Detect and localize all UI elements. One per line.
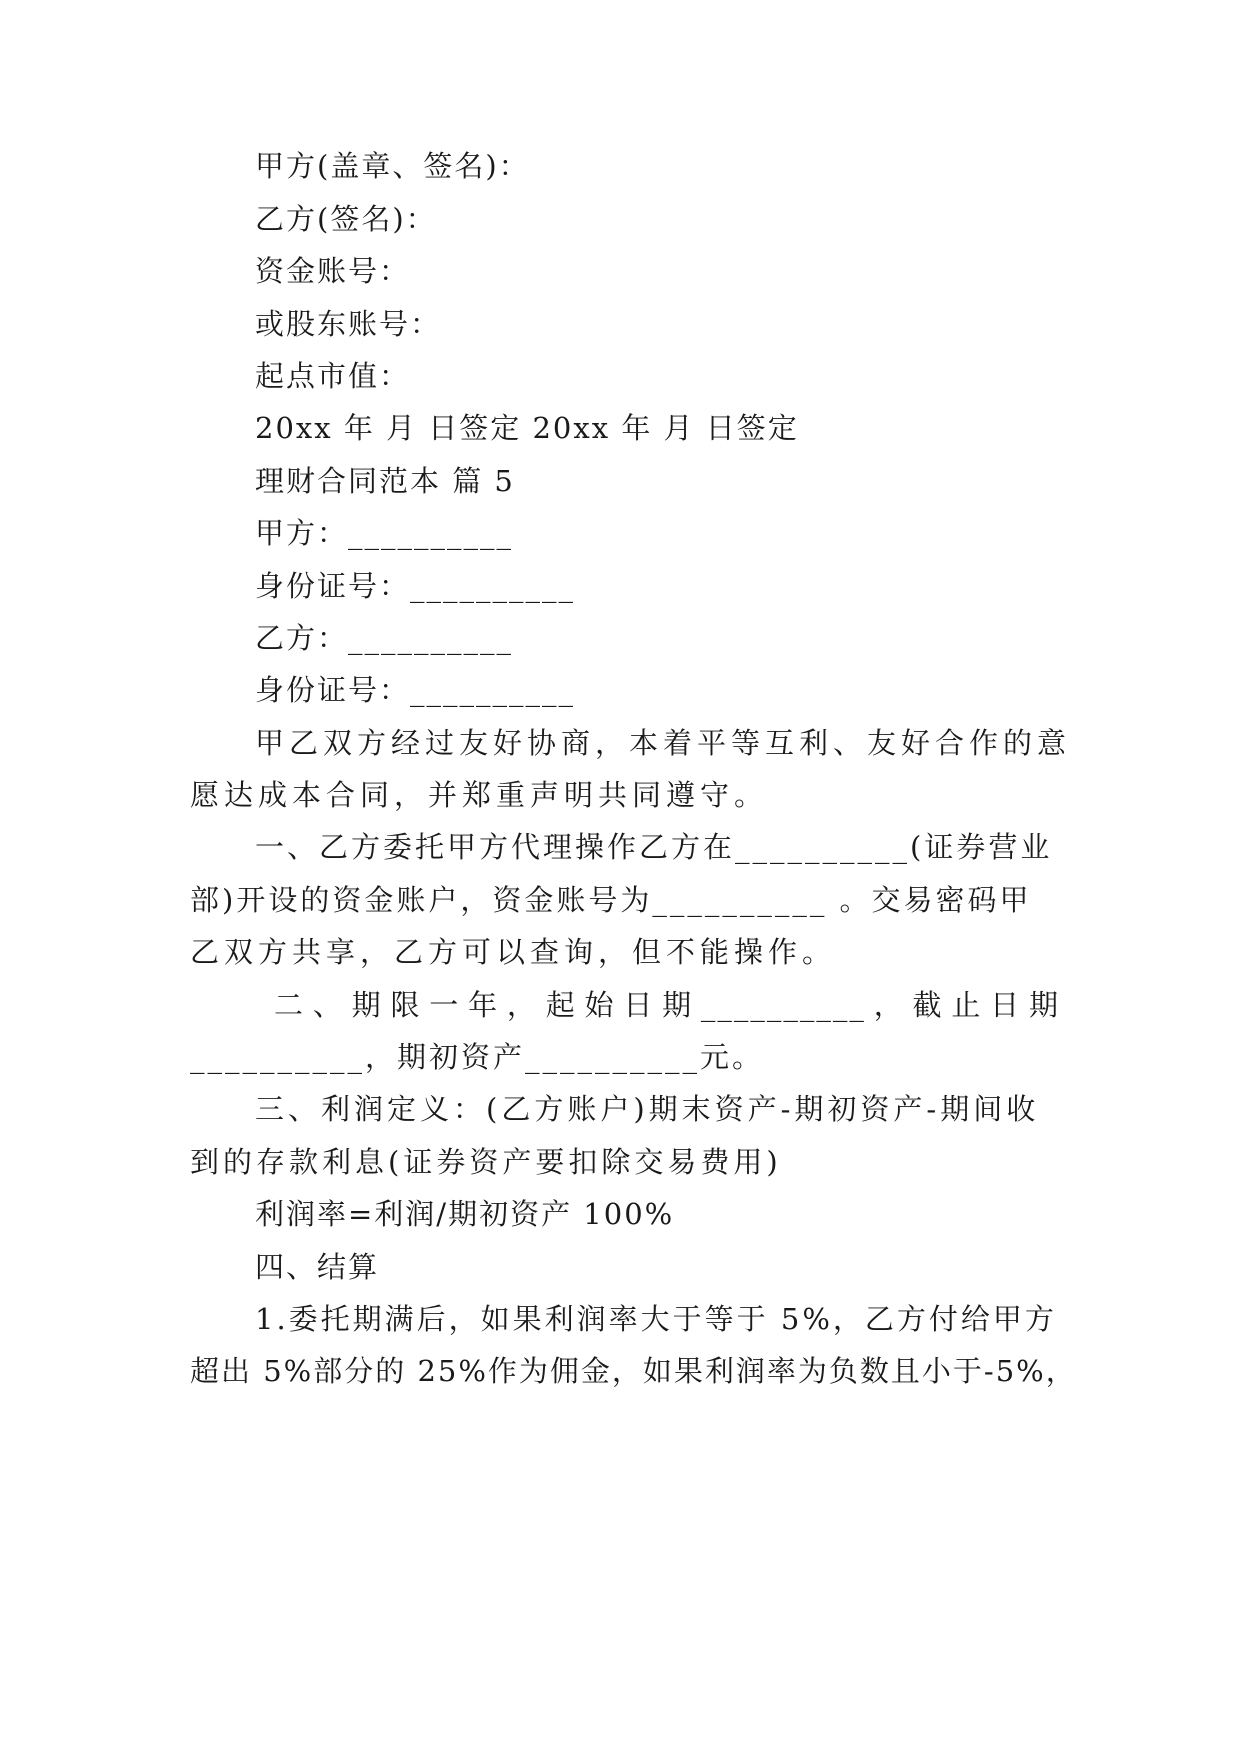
clause-1-line-2: 部)开设的资金账户，资金账号为__________ 。交易密码甲 (190, 883, 1032, 917)
fund-account-line: 资金账号： (255, 254, 411, 288)
clause-2-line-2: __________，期初资产__________元。 (190, 1040, 765, 1074)
clause-1-line-1: 一、乙方委托甲方代理操作乙方在__________(证券营业 (255, 830, 1053, 864)
starting-market-value-line: 起点市值： (255, 359, 411, 393)
preamble-line-2: 愿达成本合同，并郑重声明共同遵守。 (190, 778, 769, 812)
clause-1-line-3: 乙双方共享，乙方可以查询，但不能操作。 (190, 935, 837, 969)
signing-date-line: 20xx 年 月 日签定 20xx 年 月 日签定 (255, 411, 799, 445)
party-a-id-line: 身份证号：__________ (255, 569, 576, 603)
clause-2-line-1: 二、期限一年，起始日期__________，截止日期 (255, 988, 1060, 1022)
party-a-seal-signature-line: 甲方(盖章、签名)： (255, 149, 530, 183)
party-b-id-line: 身份证号：__________ (255, 673, 576, 707)
shareholder-account-line: 或股东账号： (255, 307, 442, 341)
preamble-line-1: 甲乙双方经过友好协商，本着平等互利、友好合作的意 (255, 726, 1072, 760)
profit-rate-formula: 利润率=利润/期初资产 100% (255, 1197, 675, 1231)
clause-3-line-2: 到的存款利息(证券资产要扣除交易费用) (190, 1145, 782, 1179)
clause-4-item-1-line-1: 1.委托期满后，如果利润率大于等于 5%，乙方付给甲方 (255, 1302, 1057, 1336)
section-heading: 理财合同范本 篇 5 (255, 464, 515, 498)
party-b-line: 乙方：__________ (255, 621, 514, 655)
party-a-line: 甲方：__________ (255, 516, 514, 550)
clause-3-line-1: 三、利润定义：(乙方账户)期末资产-期初资产-期间收 (255, 1092, 1040, 1126)
party-b-signature-line: 乙方(签名)： (255, 202, 437, 236)
clause-4-heading: 四、结算 (255, 1250, 380, 1284)
clause-4-item-1-line-2: 超出 5%部分的 25%作为佣金，如果利润率为负数且小于-5%， (190, 1354, 1077, 1388)
